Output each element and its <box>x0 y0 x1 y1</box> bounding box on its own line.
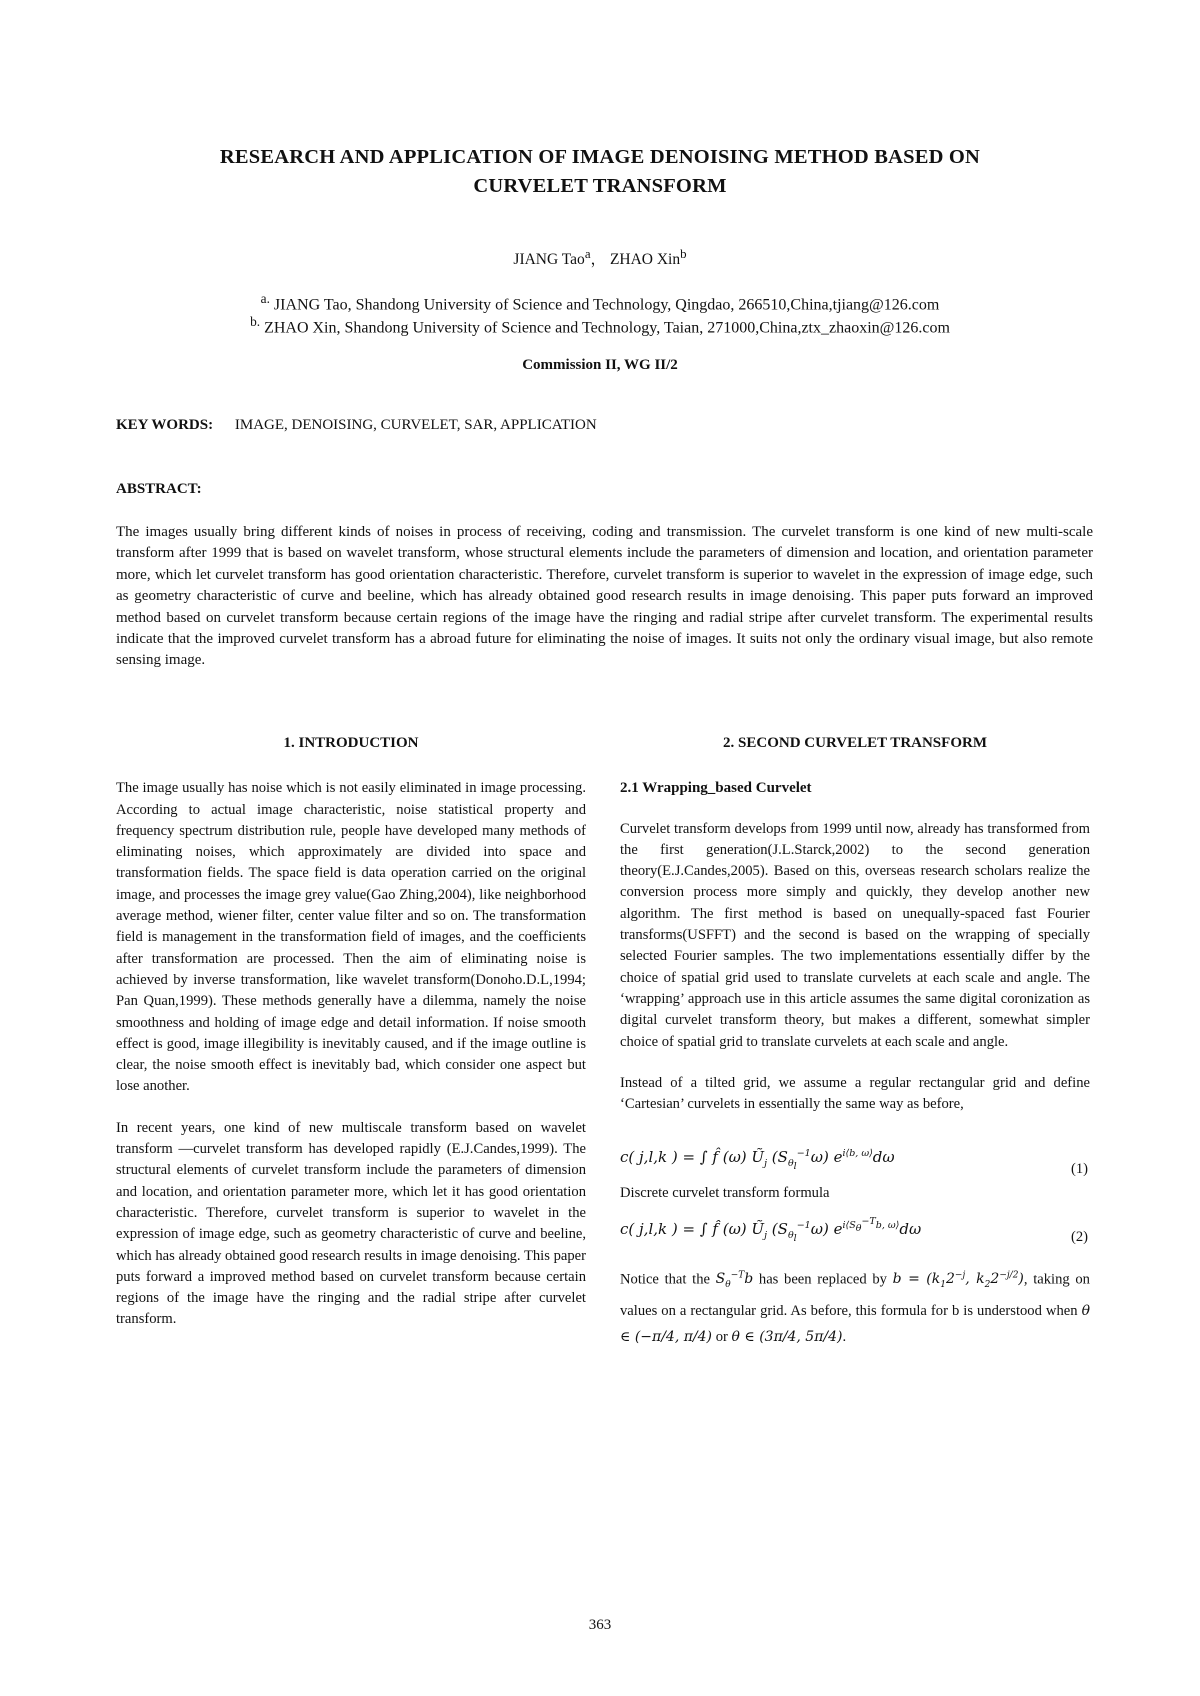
title-line-1: RESEARCH AND APPLICATION OF IMAGE DENOISING METHOD BASED ON <box>219 146 981 168</box>
discrete-formula-label: Discrete curvelet transform formula <box>620 1185 830 1202</box>
equation-1: c( j,l,k ) = ∫ f̂ (ω) $Ũ_j$ $(S_{\theta_l}^{-1}\omega)$ $e^{i⟨b, \omega⟩}d\omega$ <box>620 1148 895 1173</box>
keywords-label: KEY WORDS: <box>116 417 214 433</box>
notice-part-1: Notice that the <box>620 1271 710 1288</box>
notice-math-theta-range-2: θ ∈ (3π/4, 5π/4) <box>731 1329 843 1346</box>
intro-paragraph-2: In recent years, one kind of new multiscale transform based on wavelet transform —curvelet transform has developed rapidly (E.J.Candes,1999). The structural elements of curvelet transform include the parameters of dimension and location, and orientation parameter more, which let it has good orientation characteristic. Therefore, curvelet transform is superior to wavelet in the expression of image edge, such as geometry characteristic of curve and beeline, which has already obtained good research results in image denoising. This paper puts forward a improved method based on curvelet transform because certain regions of the image have the ringing and the radial stripe after curvelet transform. <box>116 1119 586 1328</box>
abstract-text: The images usually bring different kinds of noises in process of receiving, coding and transmission. The curvelet transform is one kind of new multi-scale transform after 1999 that is based on wavelet transform, whose structural elements include the parameters of dimension and location, and orientation parameter more, which let curvelet transform has good orientation characteristic. Therefore, curvelet transform is superior to wavelet in the expression of image edge, such as geometry characteristic of curve and beeline, which has already obtained good research results in image denoising. This paper puts forward an improved method based on curvelet transform because certain regions of the image have the ringing and radial stripe after curvelet transform. The experimental results indicate that the improved curvelet transform has a abroad future for eliminating the noise of images. It suits not only the ordinary visual image, but also remote sensing image. <box>116 524 1093 669</box>
author-separator: ， <box>590 251 607 269</box>
equation-2-number: (2) <box>1070 1228 1088 1245</box>
author-list <box>110 246 1090 269</box>
paper-title <box>110 143 1090 201</box>
notice-end: . <box>842 1329 847 1346</box>
equation-2-row <box>620 1209 1090 1249</box>
section-2-heading: 2. SECOND CURVELET TRANSFORM <box>723 735 987 751</box>
right-column <box>620 733 1090 1350</box>
affiliation-b-text: ZHAO Xin, Shandong University of Science and Technology, Taian, 271000,China,ztx_zhaoxin@126.com <box>264 319 950 337</box>
notice-math-stb: $S_\theta^{-T}b$ <box>715 1270 754 1291</box>
author-a: JIANG Tao <box>513 251 585 269</box>
notice-or: or <box>715 1329 728 1346</box>
author-b-mark: b <box>680 246 687 261</box>
left-column <box>116 733 586 1351</box>
equation-1-row <box>620 1135 1090 1178</box>
notice-math-theta-range-1: θ ∈ (−π/4, π/4) <box>620 1303 1090 1346</box>
keywords-text: IMAGE, DENOISING, CURVELET, SAR, APPLICATION <box>234 417 597 433</box>
notice-math-b-grid: $b = (k_12^{-j}$, $k_22^{-j/2}$) <box>892 1270 1024 1291</box>
title-line-2: CURVELET TRANSFORM <box>473 175 727 197</box>
notice-part-2: has been replaced by <box>758 1271 887 1288</box>
equation-2: c( j,l,k ) = ∫ f̂ (ω) $Ũ_j$ $(S_{\theta_l}^{-1}\omega)$ $e^{i⟨S_\theta^{-T}b, \omega⟩}d\omega$ <box>620 1215 922 1244</box>
author-b: ZHAO Xin <box>609 251 681 269</box>
section-1-heading: 1. INTRODUCTION <box>283 735 419 751</box>
curvelet-paragraph-1: Curvelet transform develops from 1999 until now, already has transformed from the first generation(J.L.Starck,2002) to the second generation theory(E.J.Candes,2005). Based on this, overseas research scholars realize the conversion process more simply and quickly, they develop another new algorithm. The first method is based on unequally-spaced fast Fourier transforms(USFFT) and the second is based on the wrapping of specially selected Fourier samples. The two implementations essentially differ by the choice of spatial grid used to translate curvelets at each scale and angle. The ‘wrapping’ approach use in this article assumes the same digital coronization as digital curvelet transform theory, but makes a different, somewhat simpler choice of spatial grid to translate curvelets at each scale and angle. <box>620 820 1090 1050</box>
affiliation-b <box>110 310 1090 340</box>
author-a-mark: a <box>584 246 591 261</box>
abstract-heading: ABSTRACT: <box>116 481 202 497</box>
curvelet-paragraph-2: Instead of a tilted grid, we assume a regular rectangular grid and define ‘Cartesian’ curvelets in essentially the same way as before, <box>620 1074 1090 1113</box>
equation-1-number: (1) <box>1070 1161 1088 1178</box>
affiliation-a-mark: a. <box>260 291 270 306</box>
notice-part-3: , taking on values on a rectangular grid. As before, this formula for b is understood when <box>620 1271 1090 1320</box>
affiliation-a-text: JIANG Tao, Shandong University of Science and Technology, Qingdao, 266510,China,tjiang@126.com <box>273 296 940 314</box>
commission: Commission II, WG II/2 <box>522 357 678 373</box>
keywords <box>116 417 597 434</box>
affiliation-b-mark: b. <box>250 314 261 329</box>
subsection-2-1-heading: 2.1 Wrapping_based Curvelet <box>620 780 812 797</box>
page-number: 363 <box>588 1617 612 1633</box>
notice-paragraph <box>620 1263 1090 1350</box>
intro-paragraph-1: The image usually has noise which is not easily eliminated in image processing. According to actual image characteristic, noise statistical property and frequency spectrum distribution rule, people have developed many methods of eliminating noises, which approximately are divided into space and transformation fields. The space field is data operation carried on the original image, and processes the image grey value(Gao Zhing,2004), like neighborhood average method, wiener filter, center value filter and so on. The transformation field is management in the transformation field of images, and the coefficients after transformation are processed. Then the aim of eliminating noise is achieved by inverse transformation, like wavelet transform(Donoho.D.L,1994; Pan Quan,1999). These methods generally have a dilemma, namely the noise smoothness and holding of image edge and detail information. If noise smooth effect is good, image illegibility is inevitably caused, and if the image outline is clear, the noise smooth effect is inevitably bad, which consider one aspect but lose another. <box>116 780 586 1095</box>
